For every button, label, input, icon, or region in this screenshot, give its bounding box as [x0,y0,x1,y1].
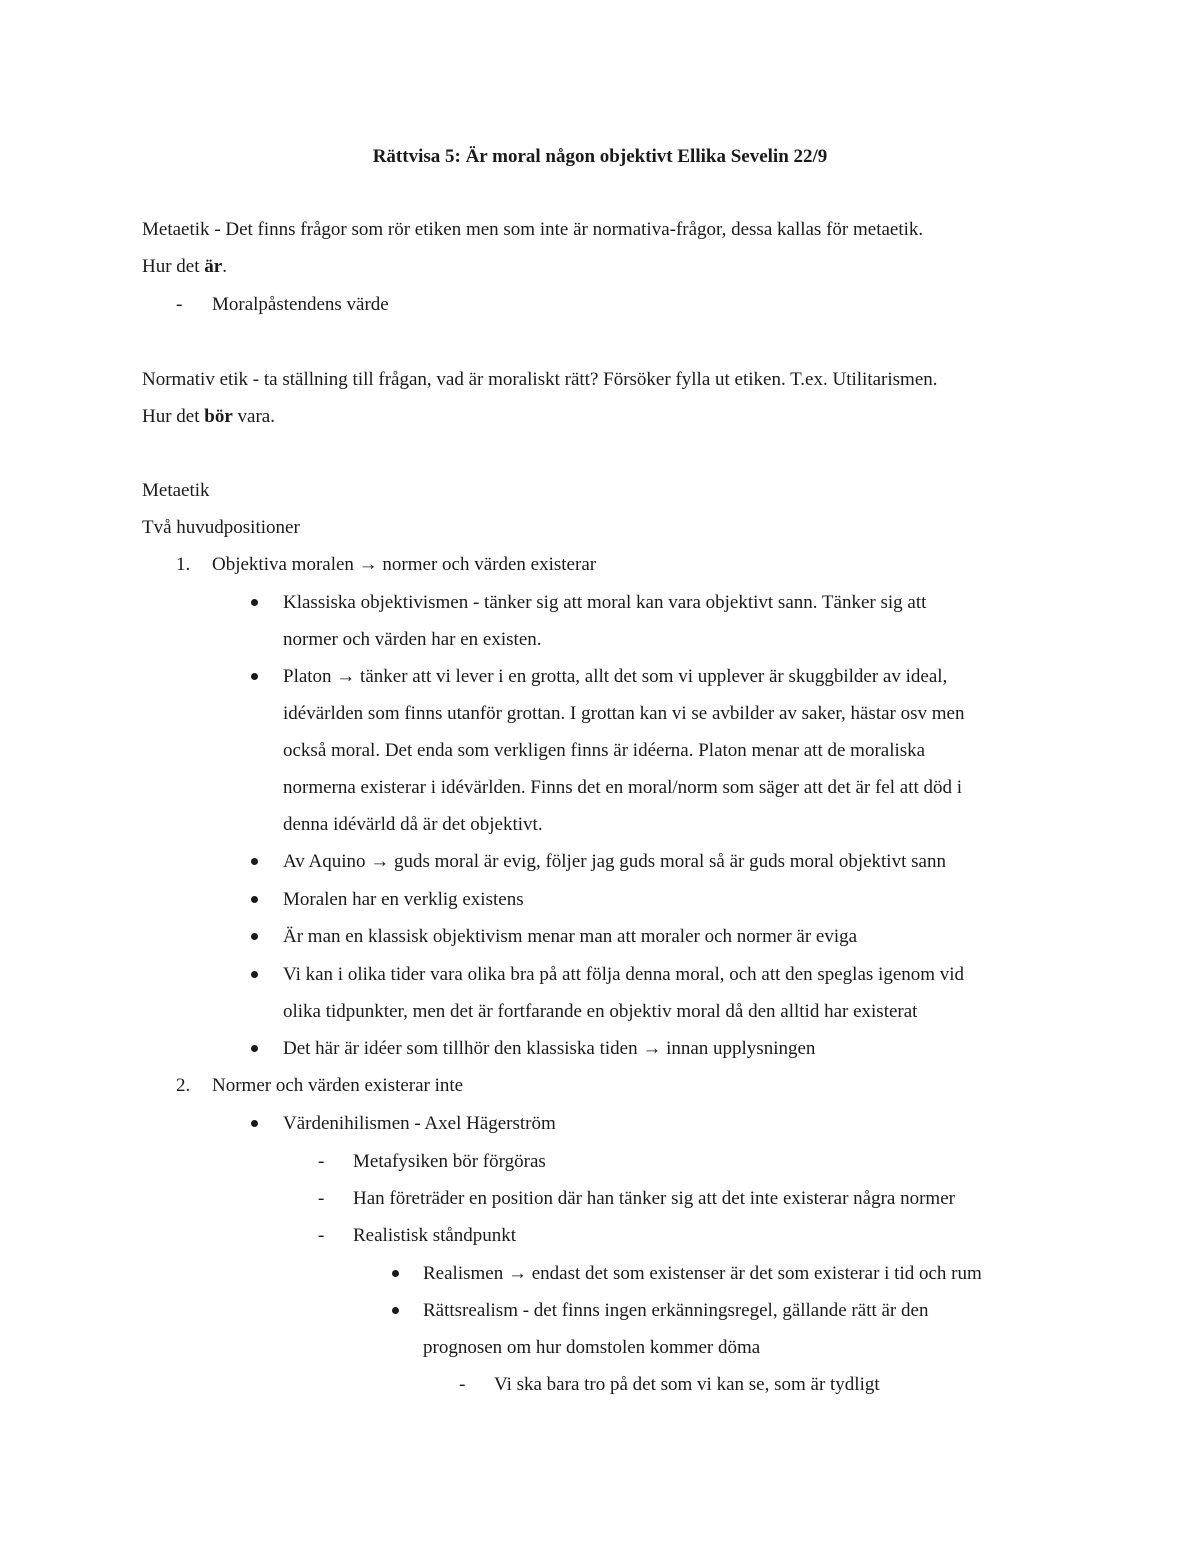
normativ-hur-det-bor: Hur det bör vara. [142,406,275,427]
dash-marker: - [318,1151,325,1172]
bullet-platon-line-1: Platon → tänker att vi lever i en grotta, allt det som vi upplever är skuggbilder av ideal, [283,666,948,687]
bullet-platon-line-2: idévärlden som finns utanför grottan. I grottan kan vi se avbilder av saker, hästar osv men [283,703,965,724]
list-number-2: 2. [176,1075,191,1096]
list-item-objektiva-moralen: Objektiva moralen → normer och värden existerar [212,554,597,575]
dash-marker: - [176,294,183,315]
bullet-platon-line-4: normerna existerar i idévärlden. Finns det en moral/norm som säger att det är fel att död i [283,777,963,798]
bullet-marker [251,599,258,606]
bullet-klassiska-line-1: Klassiska objektivismen - tänker sig att moral kan vara objektivt sann. Tänker sig att [283,592,927,613]
dash-item-metafysiken: Metafysiken bör förgöras [353,1151,546,1172]
bullet-verklig-existens: Moralen har en verklig existens [283,889,524,910]
bold-ar: är [204,256,223,277]
bullet-marker [392,1270,399,1277]
document-title: Rättvisa 5: Är moral någon objektivt Ellika Sevelin 22/9 [372,146,828,167]
dash-item-foretrader: Han företräder en position där han tänker sig att det inte existerar några normer [353,1188,955,1209]
bullet-olika-tider-line-2: olika tidpunkter, men det är fortfarande en objektiv moral då den alltid har existerat [283,1001,918,1022]
dash-marker: - [318,1188,325,1209]
bold-bor: bör [204,406,233,427]
metaetik-hur-det-ar: Hur det är. [142,256,227,277]
dash-marker: - [318,1225,325,1246]
metaetik-definition: Metaetik - Det finns frågor som rör etiken men som inte är normativa-frågor, dessa kallas för metaetik. [142,219,924,240]
bullet-klassiska-tiden: Det här är idéer som tillhör den klassiska tiden → innan upplysningen [283,1038,816,1059]
bullet-marker [251,858,258,865]
list-number-1: 1. [176,554,191,575]
bullet-aquino: Av Aquino → guds moral är evig, följer jag guds moral så är guds moral objektivt sann [283,851,946,872]
list-item-normer-existerar-inte: Normer och värden existerar inte [212,1075,464,1096]
dash-marker: - [459,1374,466,1395]
bullet-klassisk-objektivism: Är man en klassisk objektivism menar man att moraler och normer är eviga [283,926,858,947]
bullet-klassiska-line-2: normer och värden har en existen. [283,629,542,650]
bullet-platon-line-5: denna idévärld då är det objektivt. [283,814,543,835]
sub-bullet-rattsrealism-line-2: prognosen om hur domstolen kommer döma [423,1337,761,1358]
section-heading-metaetik: Metaetik [142,480,210,501]
dash-item-realistisk: Realistisk ståndpunkt [353,1225,517,1246]
normativ-etik-definition: Normativ etik - ta ställning till frågan, vad är moraliskt rätt? Försöker fylla ut etiken. T.ex. Utilitarismen. [142,369,938,390]
sub-bullet-realismen: Realismen → endast det som existenser är det som existerar i tid och rum [423,1263,982,1284]
bullet-marker [251,1045,258,1052]
sub-dash-item-tro: Vi ska bara tro på det som vi kan se, som är tydligt [494,1374,880,1395]
bullet-vardenihilismen: Värdenihilismen - Axel Hägerström [283,1113,556,1134]
bullet-marker [251,933,258,940]
bullet-platon-line-3: också moral. Det enda som verkligen finns är idéerna. Platon menar att de moraliska [283,740,926,761]
bullet-marker [251,971,258,978]
sub-bullet-rattsrealism-line-1: Rättsrealism - det finns ingen erkänningsregel, gällande rätt är den [423,1300,929,1321]
bullet-olika-tider-line-1: Vi kan i olika tider vara olika bra på att följa denna moral, och att den speglas igenom vid [283,964,965,985]
bullet-marker [392,1307,399,1314]
bullet-marker [251,896,258,903]
section-subheading: Två huvudpositioner [142,517,300,538]
dash-item-moralpastendens: Moralpåstendens värde [212,294,389,315]
bullet-marker [251,1120,258,1127]
bullet-marker [251,673,258,680]
